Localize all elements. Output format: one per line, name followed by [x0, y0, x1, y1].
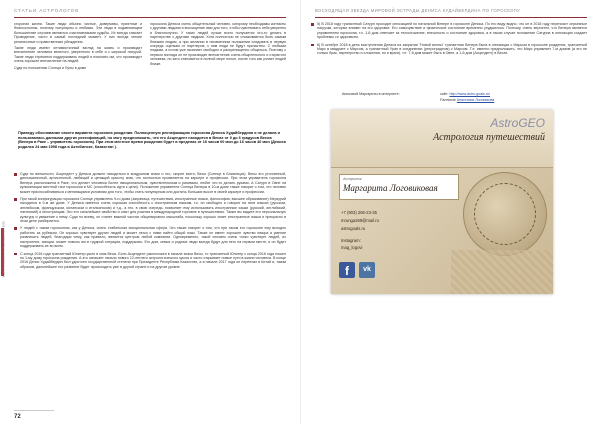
bullet-item: 5) В 2018 году транзитный Сатурн проходит оппозицией по натальной Венере в гороскопе Дениса. По его виду видно, что он в 2018 году переносит серьезные нагрузки, которые влияют на его здоровье. Его самочувствие и физическое состояние временно ухудшилось. Поэтому, очень вероятно, что Венера является управителем гороскопа, т.к. 1-й дом отвечает за телосложение, внешность и состояние здоровья, а в таком случае положение Сатурна в оппозиции создает проблемы со здоровьем.	[311, 22, 587, 40]
left-bullet-list	[14, 172, 286, 408]
facebook-label: Facebook	[440, 98, 456, 102]
page-number: 72	[14, 414, 21, 420]
page-number-rule	[14, 410, 54, 411]
card-logo: AstroGEO	[490, 116, 545, 130]
right-page-header: ВОСХОДЯЩАЯ ЗВЕЗДА МИРОВОЙ ЭСТРАДЫ ДЕНИСА КУДАЙБЕРДИНА ПО ГОРОСКОПУ	[315, 8, 521, 13]
right-bullet-list	[311, 22, 587, 86]
col1-paragraph: Судя по положению Солнца и Луны в доме	[14, 65, 87, 70]
caption-site-row	[440, 92, 490, 96]
side-journal-text: Журнал «Астрология путешествий» № 3, 2019	[2, 221, 6, 278]
card-map-decoration	[451, 250, 553, 294]
bullet-item: У людей с таким гороскопом, как у Дениса, очень стабильная эмоциональная сфера. Что также говорит о том, что при таком его гороскопе ему выгодно работать за рубежом. Он хорошо чувствует других людей и может легко с ними найти общий язык. Также он имеет хорошее чувство юмора и умение развлекать людей, благодаря чему, как правило, является центром любой компании. Одновременно, такой человек очень тонко чувствует людей, их настроение, эмоции, может помочь им в трудной ситуации, поддержать. Его дом, семья и родные люди всегда будут для него на первом месте, и он будет поддерживать их во всем.	[14, 226, 286, 248]
astrolabe-globe-icon	[463, 172, 547, 256]
facebook-link[interactable]: Анастасия Логовикова	[456, 98, 495, 102]
left-page-header: СТАТЬИ АСТРОЛОГОВ	[14, 8, 80, 13]
bullet-item: 6) В октябре 2018 в день выступления Дениса на закрытии "Новой волны" транзитная Венера была в оппозиции с Марсом в гороскопе рождения, транзитный Марс в квадрате с Марсом, а транзитный Уран в соединении (ретроградном) с Марсом. Т.е. именно предположить, что Марс управляет 7-м домом (а это не только брак, партнерство и сложения, но и враги), т.е. 7-й дом может быть в Овне, а 1-й дом (Асцендент) в Весах.	[311, 43, 587, 56]
bullet-item: С конца 2016 года транзитный Юпитер ушел в знак Весы. Если Асцендент расположен в начале знака Весы, то транзитный Юпитер с конца 2016 года пошел по 1-му дому гороскопа рождения. А это означает начало нового 12-летнего астрологического цикла и часто открывает новые пути в жизни человека. В конце 2016 Денис Худайбердин был удостоен государственной степени при Президенте Республики Казахстан, а в начале 2017 года он переехал в Китай и, таким образом, дальнейшее его развитие будет происходить уже в другой стране и на другом уровне.	[14, 252, 286, 270]
left-column-2	[150, 22, 286, 122]
site-label: сайт:	[440, 92, 449, 96]
card-name: Маргарита Логовиковая	[343, 183, 438, 193]
right-header-rule	[315, 17, 587, 18]
card-instagram-label: Instagram:	[341, 238, 361, 243]
left-header-rule	[14, 17, 286, 18]
business-card	[331, 110, 553, 294]
site-link[interactable]: http://www.astro-goals.ru/	[449, 92, 490, 96]
card-title: Астрология путешествий	[433, 132, 545, 143]
card-email: mrunga269@mail.ru	[341, 218, 380, 223]
left-column-1	[14, 22, 142, 122]
caption-left: Анисовой Маргариты в интернете:	[342, 92, 400, 96]
bullet-item: Судя по внешности, Асцендент у Дениса должен находиться в воздушном знаке и это, скорее всего, Весы (Солнце в Близнецах). Весы это утонченный, дипломатичный, артистичный, любящий и ценящий красоту знак, что полностью проявляется на карьере и профессии. При этом управитель гороскопа Венера расположена в Раке, что делает человека более эмоциональным, чувствительным и ранимым, любят что-то делать руками. А Сатурн в Овне на кульминации местной тяги гороскопа в МС (способность идти к цели). Положение управителя Солнца Венеры в 10-м доме также говорит о том, что человек может приспосабливаться к меняющимся условиям для того, чтобы стать популярным или достичь больших высот в своей карьере и профессии.	[14, 172, 286, 194]
facebook-icon[interactable]: f	[339, 262, 355, 278]
caption-facebook-row	[440, 98, 494, 102]
col2-paragraph: гороскопа Дениса очень общительный человек, которому необходимы контакты с другими людьми и восхищение ими для того, чтобы чувствовать себя уверенно и благополучно. У таких людей лучше всего получается что-то делать в партнерстве с другими людьми. Хотя полностью не отказываются быть самым близким людям, а при желании в неизменном положении следовать в первую очередь оценкам от партнеров, к ним люди не будут причастны. С любыми людьми, а потом уже начинает свободно и раскрепощенно общаться. Поэтому с первого взгляда он не производит впечатление очень общительного и открытого человека, но зато становится в полной мере полон, после того как узнает людей ближе.	[150, 22, 286, 66]
card-phone: +7 (903) 266-23-35	[341, 210, 377, 215]
card-instagram-handle: mag_logovi	[341, 245, 363, 250]
col1-paragraph: сторонах жизни. Такие люди обычно чистые, доверчивы, приятные и благосклонны, поэтому популярны и любимы. Эти люди в подавляющем большинстве случаев являются счастливчиками судьбы. Их всегда спасает Провидение, часто в самый последний момент. У них всегда четкие религиозные и нравственные убеждения.	[14, 22, 142, 44]
card-role: Астролог	[343, 176, 362, 181]
lead-paragraph: Приведу обоснование своего варианта гороскопа рождения. Полноценную ректификацию гороскопа Дениса Худайбердина я не делала и пользовалась данными других ректификаций, но могу предположить, что его Асцендент находится в Весах от 0 до 6 градусов Весов (Венера в Раке – управитель гороскопа). При этом местное время рождения будет в пределах от 16 часов 00 мин до 16 часов 40 мин (Дениса родился 24 мая 1998 года в Актобинске, Казахстан ).	[18, 131, 286, 149]
vk-icon[interactable]: vk	[359, 262, 375, 278]
col1-paragraph: Такие люди имеют оптимистичный взгляд на жизнь и производят впечатление человека веселого, уверенного в себе и с широкой натурой. Такие люди стремятся поддерживать людей и помогать им, что производит очень хорошее впечатление на людей.	[14, 46, 142, 64]
bullet-item: При такой конфигурации гороскопа Солнце управитель 9-го дома (заграница, путешествия, иностранные языки, философия, высшее образование) Меркурий находится в 9-м же доме. У Дениса имеется очень хорошая способность к иностранным языкам, т.к. он свободно и говорит на пяти языках (русском, английском, французском, испанском и итальянском) и т.д., а это, в свою очередь, позволяет ему использовать иностранные языки (русский, английский, латинский) и иностранцам. Это его сильнейшее свойство и опыт для участия в международной торговле в путешествиях. Также вы видите его персональную культуру и уважение к нему. Судя по всему, он станет важной частью общемирового масштаба, поскольку хорошо знает иностранные языки и прекрасно в этом деле разбирается.	[14, 197, 286, 223]
card-site: astrogoals.ru	[341, 226, 366, 231]
